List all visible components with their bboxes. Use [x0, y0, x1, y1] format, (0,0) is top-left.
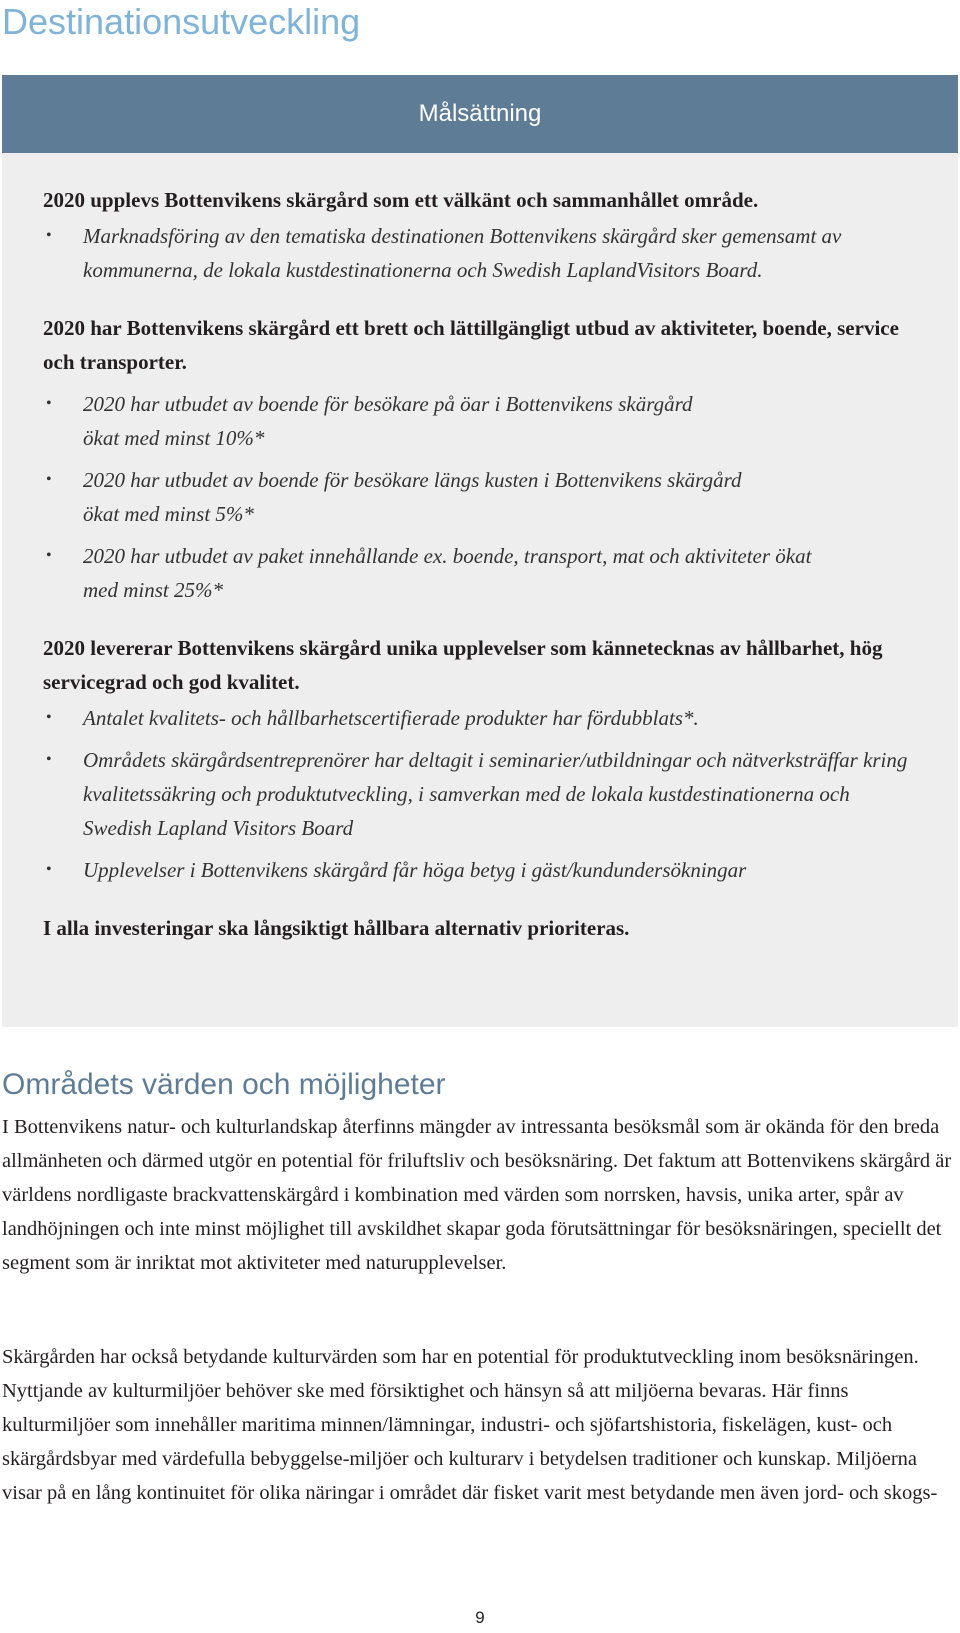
goal-heading-3: 2020 levererar Bottenvikens skärgård unika upplevelser som kännetecknas av hållbarhet, hög servicegrad och god kvalitet.: [43, 636, 883, 694]
list-item: • Upplevelser i Bottenvikens skärgård får höga betyg i gäst/kundundersökningar: [43, 853, 923, 887]
goals-content: [43, 183, 923, 945]
bullet-icon: •: [46, 709, 52, 726]
bullet-icon: •: [46, 227, 52, 244]
goal-bullets-2: [43, 387, 923, 607]
goals-box: [2, 75, 958, 1027]
bullet-icon: •: [46, 751, 52, 768]
goals-header: Målsättning: [2, 75, 958, 153]
bullet-icon: •: [46, 547, 52, 564]
page-title: Destinationsutveckling: [2, 1, 361, 42]
bullet-icon: •: [46, 395, 52, 412]
section-paragraph-2: Skärgården har också betydande kulturvärden som har en potential för produktutveckling inom besöksnäringen. Nyttjande av kulturmiljöer behöver ske med försiktighet och hänsyn så att miljöerna bevaras. Här finns kulturmiljöer som innehåller maritima minnen/lämningar, industri- och sjöfartshistoria, fiskelägen, kust- och skärgårdsbyar med värdefulla bebyggelse-miljöer och kulturarv i betydelsen traditioner och kunskap. Miljöerna visar på en lång kontinuitet för olika näringar i området där fisket varit mest betydande men även jord- och skogs-: [2, 1346, 938, 1504]
goals-closing: I alla investeringar ska långsiktigt hållbara alternativ prioriteras.: [43, 916, 630, 940]
bullet-icon: •: [46, 861, 52, 878]
list-item: • Marknadsföring av den tematiska destinationen Bottenvikens skärgård sker gemensamt av kommunerna, de lokala kustdestinationerna och Swedish LaplandVisitors Board.: [43, 219, 923, 287]
list-item: • 2020 har utbudet av boende för besökare på öar i Bottenvikens skärgård ökat med minst 10%*: [43, 387, 923, 455]
list-item: • 2020 har utbudet av boende för besökare längs kusten i Bottenvikens skärgård ökat med minst 5%*: [43, 463, 923, 531]
list-item: • Antalet kvalitets- och hållbarhetscertifierade produkter har fördubblats*.: [43, 701, 923, 735]
goal-bullets-1: [43, 219, 923, 287]
section-paragraph-1: I Bottenvikens natur- och kulturlandskap återfinns mängder av intressanta besöksmål som är okända för den breda allmänheten och därmed utgör en potential för friluftsliv och besöksnäring. Det faktum att Bottenvikens skärgård är världens nordligaste brackvattenskärgård i kombination med värden som norrsken, havsis, unika arter, spår av landhöjningen och inte minst möjlighet till avskildhet skapar goda förutsättningar för besöksnäringen, speciellt det segment som är inriktat mot aktiviteter med naturupplevelser.: [2, 1116, 952, 1274]
section-title: Områdets värden och möjligheter: [2, 1068, 446, 1101]
list-item: • 2020 har utbudet av paket innehållande ex. boende, transport, mat och aktiviteter ökat med minst 25%*: [43, 539, 923, 607]
page-number: 9: [475, 1608, 485, 1627]
goal-bullets-3: [43, 701, 923, 887]
list-item: • Områdets skärgårdsentreprenörer har deltagit i seminarier/utbildningar och nätverksträffar kring kvalitetssäkring och produktutveckling, i samverkan med de lokala kustdestinationerna och Swedish Lapland Visitors Board: [43, 743, 923, 845]
goal-heading-2: 2020 har Bottenvikens skärgård ett brett och lättillgängligt utbud av aktiviteter, boende, service och transporter.: [43, 316, 899, 374]
bullet-icon: •: [46, 471, 52, 488]
goal-heading-1: 2020 upplevs Bottenvikens skärgård som ett välkänt och sammanhållet område.: [43, 188, 759, 212]
